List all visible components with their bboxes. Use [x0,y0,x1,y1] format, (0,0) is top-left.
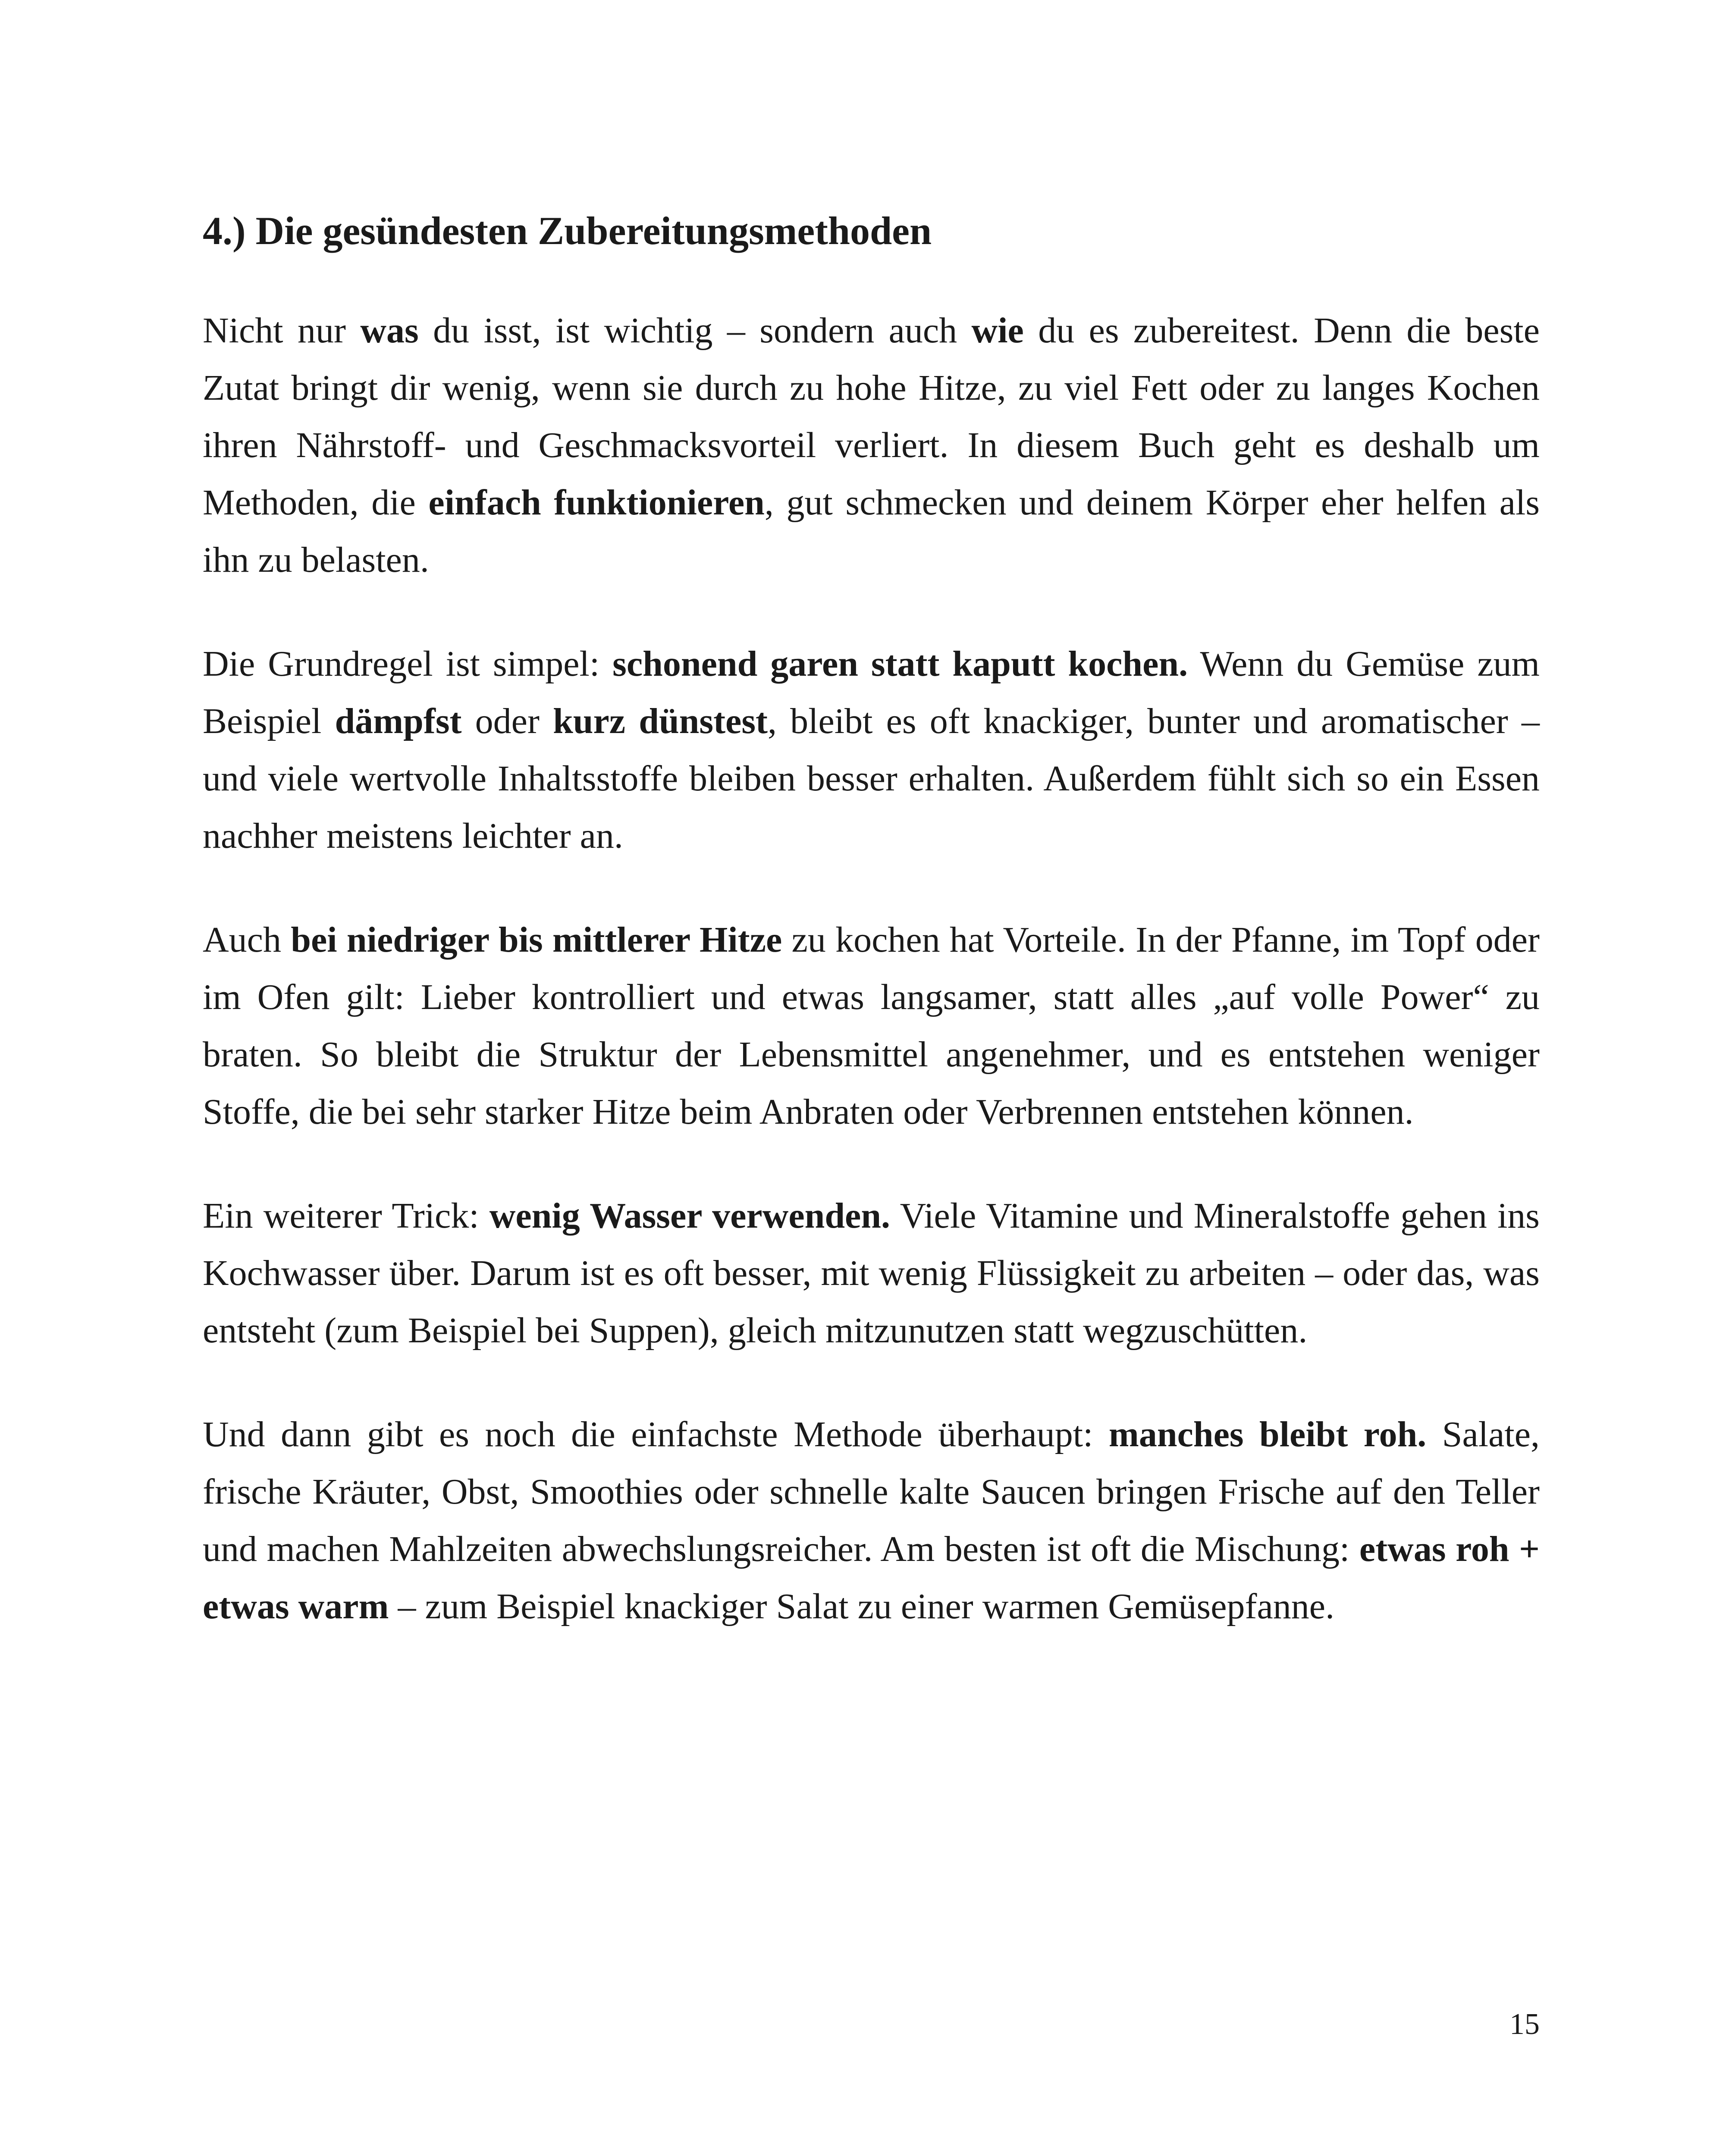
text-span: oder [461,701,553,742]
emphasis-text: einfach funktionieren [428,483,765,523]
text-span: Salate, frische Kräuter, Obst, Smoothies oder schnelle kalte Saucen bringen Frische auf den Teller und machen Mahlzeiten abwechslungsreicher. Am besten ist oft die Mischung: [203,1414,1540,1570]
paragraph-2 [203,635,1540,865]
page-number: 15 [1509,2008,1540,2041]
emphasis-text: wie [971,310,1024,351]
text-span: Und dann gibt es noch die einfachste Methode überhaupt: [203,1414,1109,1455]
emphasis-text: schonend garen statt kaputt kochen. [612,644,1188,684]
page-body [203,207,1540,1682]
emphasis-text: etwas roh + etwas warm [203,1529,1540,1627]
paragraph-5 [203,1406,1540,1635]
text-span: Ein weiterer Trick: [203,1196,489,1236]
text-span: du isst, ist wichtig – sondern auch [418,310,972,351]
emphasis-text: manches bleibt roh. [1108,1414,1427,1455]
paragraph-1 [203,302,1540,589]
paragraph-4 [203,1187,1540,1359]
emphasis-text: bei niedriger bis mittlerer Hitze [291,920,782,960]
text-span: Die Grundregel ist simpel: [203,644,613,684]
paragraph-3 [203,911,1540,1141]
text-span: Auch [203,920,291,960]
text-span: Wenn du Gemüse zum Beispiel [203,644,1540,742]
text-span: , gut schmecken und deinem Körper eher helfen als ihn zu belasten. [203,483,1540,580]
text-span: du es zubereitest. Denn die beste Zutat bringt dir wenig, wenn sie durch zu hohe Hitze, zu viel Fett oder zu langes Kochen ihren Nährstoff- und Geschmacksvorteil verliert. In diesem Buch geht es deshalb um Methoden, die [203,310,1540,523]
emphasis-text: kurz dünstest [553,701,768,742]
text-span: Nicht nur [203,310,361,351]
emphasis-text: wenig Wasser verwenden. [489,1196,891,1236]
emphasis-text: was [360,310,419,351]
text-span: zu kochen hat Vorteile. In der Pfanne, im Topf oder im Ofen gilt: Lieber kontrolliert und etwas langsamer, statt alles „auf volle Power“ zu braten. So bleibt die Struktur der Lebensmittel angenehmer, und es entstehen weniger Stoffe, die bei sehr starker Hitze beim Anbraten oder Verbrennen entstehen können. [203,920,1540,1132]
text-span: – zum Beispiel knackiger Salat zu einer warmen Gemüsepfanne. [389,1586,1335,1627]
text-span: Viele Vitamine und Mineralstoffe gehen ins Kochwasser über. Darum ist es oft besser, mit wenig Flüssigkeit zu arbeiten – oder das, was entsteht (zum Beispiel bei Suppen), gleich mitzunutzen statt wegzuschütten. [203,1196,1540,1351]
section-heading: 4.) Die gesündesten Zubereitungsmethoden [203,209,932,253]
text-span: , bleibt es oft knackiger, bunter und aromatischer – und viele wertvolle Inhaltsstoffe bleiben besser erhalten. Außerdem fühlt sich so ein Essen nachher meistens leichter an. [203,701,1540,856]
emphasis-text: dämpfst [335,701,462,742]
